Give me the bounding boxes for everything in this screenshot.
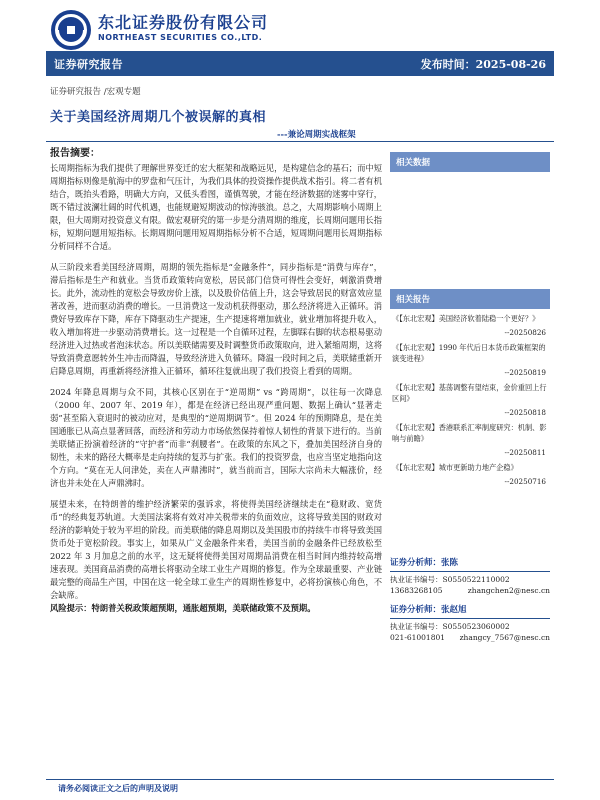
related-data-box xyxy=(390,152,550,172)
breadcrumb: 证券研究报告 /宏观专题 xyxy=(50,87,141,97)
related-report-item[interactable] xyxy=(390,309,550,338)
header-banner xyxy=(46,51,554,76)
related-report-date: --20250811 xyxy=(504,448,546,457)
analyst-card xyxy=(390,558,550,597)
summary-paragraph: 长周期指标为我们提供了理解世界变迁的宏大框架和战略远见，是构建信念的基石；而中短周期指标则像是航海中的罗盘和气压计，为我们具体的投资操作提供战术指引。将二者有机结合，既抬头看路，明确大方向，又低头看图，谨慎驾驶，才能在经济数据的迷雾中穿行，既不错过波澜壮阔的时代机遇，也能规避短期波动的惊涛骇浪。总之，大周期影响小周期上限，但大周期对投资意义有限。做宏观研究的第一步是分清周期的维度，长周期问题用长指标，短期问题用短指标。长期周期问题用短周期指标分析不合适，短周期问题用长周期指标分析同样不合适。 xyxy=(50,163,382,251)
summary-paragraph: 展望未来，在特朗普的维护经济繁荣的强诉求，将使得美国经济继续走在“稳财政、宽货币”的经典复苏轨道。大美国法案将有效对冲关税带来的负面效应，这将导致美国的财政对经济的影响处于较为平坦的阶段。而美联储的降息周期以及美国股市的持续牛市将导致美国货币处于宽松阶段。事实上，如果从广义金融条件来看，美国当前的金融条件已经放松至 2022 年 3 月加息之前的水平，这无疑将使得美国对周期品消费在相当时间内维持较高增速表现。美国商品消费的高增长将驱动全球工业生产周期的修复。作为全球最重要、产业链最完整的商品生产国，中国在这一轮全球工业生产的周期性修复中，必将扮演核心角色，不会缺席。 xyxy=(50,499,382,600)
related-report-date: --20250818 xyxy=(504,408,546,417)
analyst-email[interactable]: zhangcy_7567@nesc.cn xyxy=(459,633,550,642)
analyst-card xyxy=(390,605,550,644)
report-type: 证券研究报告 xyxy=(54,58,123,71)
related-report-date: --20250819 xyxy=(504,368,546,377)
summary-paragraph: 2024 年降息周期与众不同，其核心区别在于“逆周期” vs “跨周期”，以往每一次降息（2000 年、2007 年、2019 年），都是在经济已经出现严重问题、数据上确认“显著走弱”甚至陷入衰退时的被动应对，是典型的“逆周期调节”。但 2024 年的预期降息，是在美国通胀已从高点显著回落，而经济和劳动力市场依然保持着惊人韧性的背景下进行的。当前美联储正扮演着经济的“守护者”而非“刹腰者”。在政策的东风之下，叠加美国经济自身的韧性，未来的路径大概率是走向持续的复苏与扩张。我们的投资罗盘，也应当坚定地指向这个方向。“莫在无人问津处，卖在人声鼎沸时”，就当前而言，国际大宗尚未大幅涨价，经济也并未处在人声鼎沸时。 xyxy=(50,387,382,488)
related-reports-title: 相关报告 xyxy=(390,289,550,309)
analyst-name-line xyxy=(390,605,550,619)
analyst-name: 张陈 xyxy=(441,558,459,568)
analyst-role: 证券分析师： xyxy=(390,558,442,568)
related-report-item[interactable] xyxy=(390,458,550,491)
summary-label: 报告摘要： xyxy=(50,148,100,159)
footer-divider xyxy=(46,779,554,780)
related-report-item[interactable] xyxy=(390,418,550,458)
related-report-item[interactable] xyxy=(390,378,550,418)
analyst-contact xyxy=(390,585,550,597)
related-report-date: --20250826 xyxy=(504,328,546,337)
page-title: 关于美国经济周期几个被误解的真相 xyxy=(50,110,267,125)
page-subtitle: ---兼论周期实战框架 xyxy=(277,130,356,140)
risk-warning: 风险提示：特朗普关税政策超预期，通胀超预期，美联储政策不及预期。 xyxy=(50,603,316,613)
analyst-phone: 021-61001801 xyxy=(390,633,446,642)
related-report-item[interactable] xyxy=(390,338,550,378)
analyst-contact xyxy=(390,632,550,644)
related-report-title[interactable]: 《【东北宏观】美国经济软着陆稳一个更好？》 xyxy=(392,314,540,323)
company-name-en: NORTHEAST SECURITIES CO.,LTD. xyxy=(98,33,263,42)
footer-disclaimer: 请务必阅读正文之后的声明及说明 xyxy=(58,783,178,793)
company-logo-icon xyxy=(50,9,92,51)
analyst-license: 执业证书编号：S0550522110002 xyxy=(390,574,510,584)
related-report-date: --20250716 xyxy=(504,477,546,486)
summary-paragraph: 从三阶段来看美国经济周期，周期的领先指标是“金融条件”，同步指标是“消费与库存”，滞后指标是生产和就业。当货币政策转向宽松，居民部门信贷可得性会变好，刺激消费增长。此外，流动性的宽松会导致房价上涨，以及股价估值上升，这会导致居民的财富效应显著改善，进而驱动消费的增长。一旦消费这一发动机获得驱动，那么经济将进入正循环。消费好导致库存下降，库存下降驱动生产提速，生产提速将增加就业，就业增加将提升收入，收入增加将进一步驱动消费增长。这一过程是一个自循环过程，左脚踩右脚的状态根易驱动经济进入过热或者泡沫状态。所以美联储需要及时调整货币政策取向，进入紧缩周期，这将导致消费意愿转外生冲击而降温，导致经济进入负循环。降温一段时间之后，美联储重新开启降息周期，再重新将经济推入正循环，循环往复就出现了我们投资上看到的周期。 xyxy=(50,262,382,376)
related-report-title[interactable]: 《【东北宏观】1990 年代后日本货币政策框架的演变进程》 xyxy=(392,343,546,363)
related-data-title: 相关数据 xyxy=(390,152,550,172)
analyst-license: 执业证书编号：S0550523060002 xyxy=(390,621,510,631)
related-report-title[interactable]: 《【东北宏观】香港联系汇率制度研究：机制、影响与前瞻》 xyxy=(392,423,547,443)
report-summary xyxy=(50,147,382,615)
publish-time: 发布时间：2025-08-26 xyxy=(420,58,546,71)
analyst-email[interactable]: zhangchen2@nesc.cn xyxy=(467,586,550,595)
analyst-role: 证券分析师： xyxy=(390,605,442,615)
related-reports-box xyxy=(390,289,550,491)
related-report-title[interactable]: 《【东北宏观】城市更新助力地产企稳》 xyxy=(392,463,518,472)
analyst-name-line xyxy=(390,558,550,572)
company-name-cn: 东北证券股份有限公司 xyxy=(98,13,269,32)
related-report-title[interactable]: 《【东北宏观】基荡调整有望结束，金价重回上行区间》 xyxy=(392,383,547,403)
title-divider xyxy=(46,141,554,142)
analyst-name: 张赵旭 xyxy=(441,605,467,615)
analyst-phone: 13683268105 xyxy=(390,586,443,595)
